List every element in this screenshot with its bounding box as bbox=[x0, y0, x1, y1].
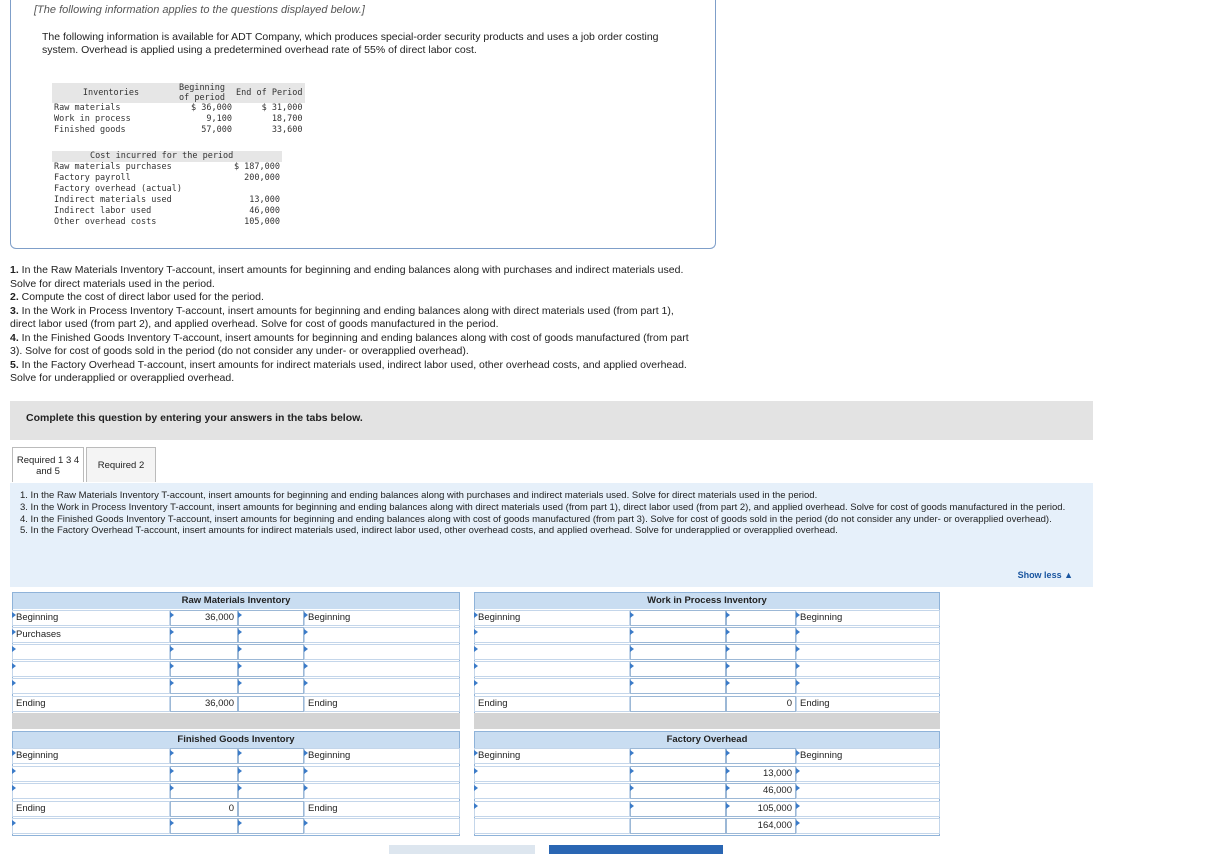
rm-left-label-5[interactable] bbox=[12, 678, 170, 694]
wip-right-label-2[interactable] bbox=[796, 627, 940, 643]
row-label: Raw materials purchases bbox=[54, 162, 172, 172]
rm-right-value-1[interactable] bbox=[238, 610, 304, 626]
rm-left-value-1[interactable]: 36,000 bbox=[170, 610, 238, 626]
fg-ending-value: 0 bbox=[170, 801, 238, 817]
wip-right-value-5[interactable] bbox=[726, 678, 796, 694]
rm-separator bbox=[12, 713, 460, 729]
row-value: 46,000 bbox=[249, 206, 280, 216]
rm-right-value-4[interactable] bbox=[238, 661, 304, 677]
wip-left-value-1[interactable] bbox=[630, 610, 726, 626]
row-label: Factory overhead (actual) bbox=[54, 184, 182, 194]
fo-right-label-2[interactable] bbox=[796, 766, 940, 782]
fo-right-label-1[interactable]: Beginning bbox=[796, 748, 940, 764]
row-value bbox=[228, 184, 282, 195]
row-label: Other overhead costs bbox=[54, 217, 157, 227]
wip-left-label-3[interactable] bbox=[474, 644, 630, 660]
rm-right-value-3[interactable] bbox=[238, 644, 304, 660]
fo-indirect-labor-value[interactable]: 46,000 bbox=[726, 783, 796, 799]
complete-prompt-bar bbox=[10, 401, 1093, 440]
fg-right-value-1[interactable] bbox=[238, 748, 304, 764]
rm-left-label-2[interactable]: Purchases bbox=[12, 627, 170, 643]
wip-left-label-4[interactable] bbox=[474, 661, 630, 677]
fg-ending-right-label: Ending bbox=[304, 801, 460, 817]
fo-right-label-3[interactable] bbox=[796, 783, 940, 799]
row-label: Factory payroll bbox=[54, 173, 131, 183]
costs-header: Cost incurred for the period bbox=[52, 151, 282, 162]
wip-ending-left-value bbox=[630, 696, 726, 712]
wip-right-value-1[interactable] bbox=[726, 610, 796, 626]
row-value: $ 187,000 bbox=[233, 162, 280, 172]
fg-left-label-2[interactable] bbox=[12, 766, 170, 782]
fg-right-label-1[interactable]: Beginning bbox=[304, 748, 460, 764]
fo-right-label-5[interactable] bbox=[796, 818, 940, 834]
fg-left-label-5[interactable] bbox=[12, 818, 170, 834]
tab-description bbox=[10, 483, 1093, 587]
wip-right-label-1[interactable]: Beginning bbox=[796, 610, 940, 626]
t-account-title: Finished Goods Inventory bbox=[13, 732, 459, 748]
wip-left-value-4[interactable] bbox=[630, 661, 726, 677]
fg-left-label-1[interactable]: Beginning bbox=[12, 748, 170, 764]
fg-left-value-3[interactable] bbox=[170, 783, 238, 799]
description-item: 5. In the Factory Overhead T-account, insert amounts for indirect materials used, indirect labor used, other overhead costs, and applied overhead. Solve for underapplied or overapplied overhead. bbox=[20, 525, 838, 537]
row-value: 200,000 bbox=[244, 173, 280, 183]
wip-left-value-5[interactable] bbox=[630, 678, 726, 694]
col-inventories: Inventories bbox=[52, 83, 170, 103]
fg-right-label-2[interactable] bbox=[304, 766, 460, 782]
fg-ending-label: Ending bbox=[12, 801, 170, 817]
rm-ending-right-label: Ending bbox=[304, 696, 460, 712]
rm-right-label-2[interactable] bbox=[304, 627, 460, 643]
row-label: Indirect materials used bbox=[54, 195, 172, 205]
row-end: 33,600 bbox=[271, 125, 303, 135]
rm-left-value-4[interactable] bbox=[170, 661, 238, 677]
instruction-item: 4. In the Finished Goods Inventory T-account, insert amounts for beginning and ending balances along with cost of goods manufactured (from part 3). Solve for cost of goods sold in the period (do not consider any under- or overapplied overhead). bbox=[10, 331, 689, 357]
description-item: 3. In the Work in Process Inventory T-account, insert amounts for beginning and ending balances along with direct materials used (from part 1), direct labor used (from part 2), and applied overhead. Solve for cost of goods manufactured in the period. bbox=[20, 501, 1066, 513]
instruction-item: 5. In the Factory Overhead T-account, insert amounts for indirect materials used, indirect labor used, other overhead costs, and applied overhead. Solve for underapplied or overapplied overhead. bbox=[10, 358, 687, 384]
rm-ending-label: Ending bbox=[12, 696, 170, 712]
row-begin: $ 36,000 bbox=[191, 103, 232, 113]
fo-other-overhead-value[interactable]: 105,000 bbox=[726, 801, 796, 817]
wip-right-label-5[interactable] bbox=[796, 678, 940, 694]
table-row bbox=[52, 184, 282, 195]
t-account-title: Work in Process Inventory bbox=[475, 593, 939, 609]
clipped-header-text: [The following information applies to the questions displayed below.] bbox=[34, 4, 365, 16]
fo-left-value-2[interactable] bbox=[630, 766, 726, 782]
instructions bbox=[10, 264, 700, 386]
tab-required-1345[interactable]: Required 1 3 4 and 5 bbox=[12, 447, 84, 482]
fo-left-label-4[interactable] bbox=[474, 801, 630, 817]
rm-left-value-2[interactable] bbox=[170, 627, 238, 643]
description-item: 4. In the Finished Goods Inventory T-account, insert amounts for beginning and ending balances along with cost of goods manufactured (from part 3). Solve for cost of goods sold in the period (do not consider any under- or overapplied overhead). bbox=[20, 513, 1052, 525]
wip-left-value-3[interactable] bbox=[630, 644, 726, 660]
rm-right-value-5[interactable] bbox=[238, 678, 304, 694]
show-less-link[interactable]: Show less ▲ bbox=[1017, 570, 1073, 580]
instruction-item: 1. In the Raw Materials Inventory T-account, insert amounts for beginning and ending balances along with purchases and indirect materials used. Solve for direct materials used in the period. bbox=[10, 264, 684, 290]
prev-button[interactable] bbox=[389, 845, 535, 854]
fo-left-value-3[interactable] bbox=[630, 783, 726, 799]
rm-left-label-3[interactable] bbox=[12, 644, 170, 660]
table-row bbox=[52, 114, 305, 125]
row-label: Raw materials bbox=[54, 103, 121, 113]
t-account-title: Factory Overhead bbox=[475, 732, 939, 748]
fo-left-label-3[interactable] bbox=[474, 783, 630, 799]
tab-required-2[interactable]: Required 2 bbox=[86, 447, 156, 482]
table-row bbox=[52, 217, 282, 228]
row-value: 105,000 bbox=[244, 217, 280, 227]
table-row bbox=[52, 125, 305, 136]
fo-right-label-4[interactable] bbox=[796, 801, 940, 817]
row-label: Work in process bbox=[54, 114, 131, 124]
rm-right-label-4[interactable] bbox=[304, 661, 460, 677]
rm-right-label-5[interactable] bbox=[304, 678, 460, 694]
wip-right-label-4[interactable] bbox=[796, 661, 940, 677]
fo-left-label-2[interactable] bbox=[474, 766, 630, 782]
costs-table bbox=[52, 151, 282, 228]
fo-left-label-1[interactable]: Beginning bbox=[474, 748, 630, 764]
rm-right-label-3[interactable] bbox=[304, 644, 460, 660]
fg-ending-right-value bbox=[238, 801, 304, 817]
description-item: 1. In the Raw Materials Inventory T-account, insert amounts for beginning and ending balances along with purchases and indirect materials used. Solve for direct materials used in the period. bbox=[20, 490, 818, 501]
instruction-item: 2. Compute the cost of direct labor used for the period. bbox=[10, 291, 264, 303]
rm-left-label-1[interactable]: Beginning bbox=[12, 610, 170, 626]
fg-left-value-1[interactable] bbox=[170, 748, 238, 764]
fg-right-label-5[interactable] bbox=[304, 818, 460, 834]
fo-right-value-1[interactable] bbox=[726, 748, 796, 764]
rm-ending-value: 36,000 bbox=[170, 696, 238, 712]
fo-indirect-materials-value[interactable]: 13,000 bbox=[726, 766, 796, 782]
fo-left-label-5 bbox=[474, 818, 630, 834]
wip-right-label-3[interactable] bbox=[796, 644, 940, 660]
wip-separator bbox=[474, 713, 940, 729]
wip-left-value-2[interactable] bbox=[630, 627, 726, 643]
wip-ending-label: Ending bbox=[474, 696, 630, 712]
fo-left-value-5 bbox=[630, 818, 726, 834]
table-row bbox=[52, 162, 282, 173]
wip-left-label-1[interactable]: Beginning bbox=[474, 610, 630, 626]
t-account-title: Raw Materials Inventory bbox=[13, 593, 459, 609]
row-end: $ 31,000 bbox=[261, 103, 303, 113]
row-begin: 9,100 bbox=[206, 114, 232, 124]
col-end: End of Period bbox=[234, 83, 305, 103]
inventories-table bbox=[52, 83, 305, 136]
rm-right-value-2[interactable] bbox=[238, 627, 304, 643]
fo-left-value-1[interactable] bbox=[630, 748, 726, 764]
rm-left-value-3[interactable] bbox=[170, 644, 238, 660]
fg-left-value-5[interactable] bbox=[170, 818, 238, 834]
intro-text: The following information is available for ADT Company, which produces special-order security products and uses a job order costing system. Overhead is applied using a predetermined overhead rate of 55% of direct labor cost. bbox=[42, 31, 659, 56]
rm-left-value-5[interactable] bbox=[170, 678, 238, 694]
row-end: 18,700 bbox=[271, 114, 303, 124]
wip-ending-value: 0 bbox=[726, 696, 796, 712]
wip-right-value-3[interactable] bbox=[726, 644, 796, 660]
fo-total-value: 164,000 bbox=[726, 818, 796, 834]
row-value: 13,000 bbox=[249, 195, 280, 205]
table-row bbox=[52, 103, 305, 114]
fo-left-value-4[interactable] bbox=[630, 801, 726, 817]
next-button[interactable] bbox=[549, 845, 723, 854]
wip-left-label-2[interactable] bbox=[474, 627, 630, 643]
fg-right-value-3[interactable] bbox=[238, 783, 304, 799]
fg-right-value-5[interactable] bbox=[238, 818, 304, 834]
wip-right-value-4[interactable] bbox=[726, 661, 796, 677]
fg-left-label-3[interactable] bbox=[12, 783, 170, 799]
table-row bbox=[52, 206, 282, 217]
rm-left-label-4[interactable] bbox=[12, 661, 170, 677]
fg-right-label-3[interactable] bbox=[304, 783, 460, 799]
fg-right-value-2[interactable] bbox=[238, 766, 304, 782]
wip-ending-right-label: Ending bbox=[796, 696, 940, 712]
row-begin: 57,000 bbox=[201, 125, 232, 135]
col-beginning: Beginning of period bbox=[170, 83, 234, 103]
complete-prompt: Complete this question by entering your answers in the tabs below. bbox=[26, 412, 363, 424]
wip-left-label-5[interactable] bbox=[474, 678, 630, 694]
table-row bbox=[52, 173, 282, 184]
rm-ending-right-value bbox=[238, 696, 304, 712]
rm-right-label-1[interactable]: Beginning bbox=[304, 610, 460, 626]
fg-left-value-2[interactable] bbox=[170, 766, 238, 782]
table-row bbox=[52, 195, 282, 206]
row-label: Finished goods bbox=[54, 125, 126, 135]
wip-right-value-2[interactable] bbox=[726, 627, 796, 643]
row-label: Indirect labor used bbox=[54, 206, 152, 216]
instruction-item: 3. In the Work in Process Inventory T-account, insert amounts for beginning and ending balances along with direct materials used (from part 1), direct labor used (from part 2), and applied overhead. Solve for cost of goods manufactured in the period. bbox=[10, 304, 674, 330]
